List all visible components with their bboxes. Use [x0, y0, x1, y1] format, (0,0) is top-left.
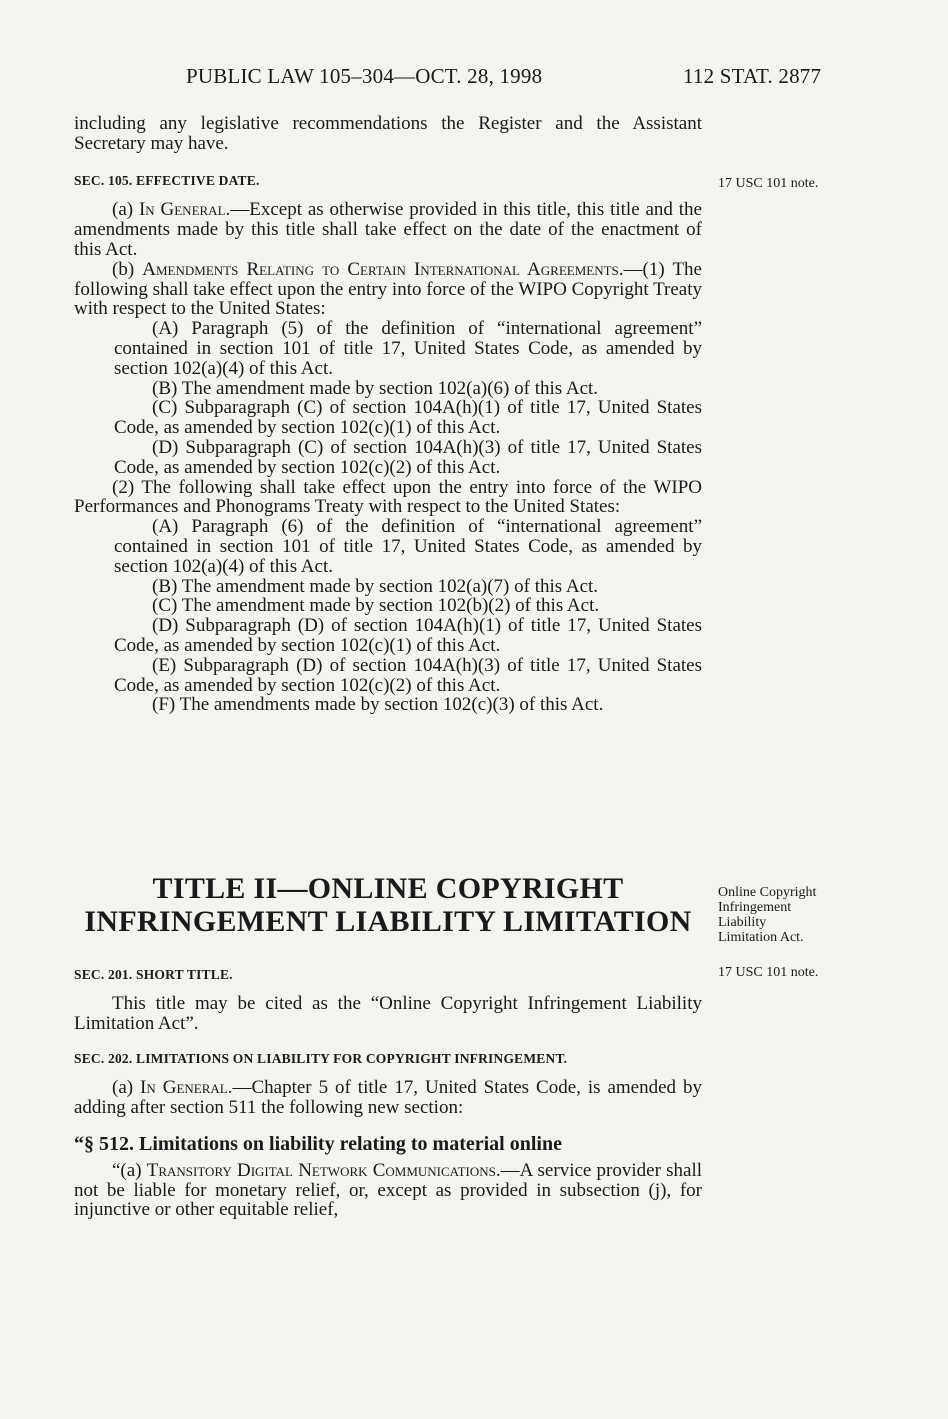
- list-item: (C) The amendment made by section 102(b)(2) of this Act.: [152, 595, 600, 617]
- margin-note-usc-2: 17 USC 101 note.: [718, 965, 819, 980]
- title-ii-line1: TITLE II—ONLINE COPYRIGHT: [152, 872, 624, 905]
- section-512-a-text: A service provider shall not be liable for monetary relief, or, except as provided in subsection (j), for injunctive or other equitable relief,: [74, 1159, 702, 1221]
- list-item: (B) The amendment made by section 102(a)(6) of this Act.: [152, 377, 599, 399]
- list-item: (D) Subparagraph (C) of section 104A(h)(3) of title 17, United States Code, as amended by section 102(c)(2) of this Act.: [114, 436, 702, 478]
- section-512-heading: “§ 512. Limitations on liability relating to material online: [74, 1132, 562, 1155]
- subsection-b-heading: Amendments Relating to Certain International Agreements: [142, 258, 619, 280]
- section-105-heading: SEC. 105. EFFECTIVE DATE.: [74, 172, 260, 188]
- subsection-a: (a) In General.—Except as otherwise provided in this title, this title and the amendments made by this title shall take effect on the date of the enactment of this Act.: [74, 199, 702, 260]
- paragraph-2: (2) The following shall take effect upon the entry into force of the WIPO Performances and Phonograms Treaty with respect to the United States:: [74, 476, 702, 518]
- subsection-b: (b) Amendments Relating to Certain International Agreements.—(1) The following shall take effect upon the entry into force of the WIPO Copyright Treaty with respect to the United States:: [74, 258, 702, 320]
- list-item: (E) Subparagraph (D) of section 104A(h)(3) of title 17, United States Code, as amended by section 102(c)(2) of this Act.: [114, 654, 702, 696]
- body-block-1: [74, 114, 702, 715]
- section-202-a-heading: In General: [140, 1077, 228, 1099]
- page-number-stat: 112 STAT. 2877: [683, 64, 822, 88]
- section-512-a-heading: Transitory Digital Network Communications: [146, 1159, 496, 1181]
- list-item: (B) The amendment made by section 102(a)(7) of this Act.: [152, 575, 599, 597]
- subsection-a-heading: In General: [138, 199, 226, 221]
- section-201-text: This title may be cited as the “Online Copyright Infringement Liability Limitation Act”.: [74, 992, 702, 1034]
- section-512-subsection-a: “(a) Transitory Digital Network Communications.—A service provider shall not be liable for monetary relief, or, except as provided in subsection (j), for injunctive or other equitable relief,: [74, 1159, 702, 1221]
- subsection-a-text: Except as otherwise provided in this title, this title and the amendments made by this title shall take effect on the date of the enactment of this Act.: [74, 199, 702, 260]
- body-block-2: [74, 965, 702, 1220]
- subsection-b-text: (1) The following shall take effect upon the entry into force of the WIPO Copyright Treaty with respect to the United States:: [74, 258, 702, 320]
- list-item: (C) Subparagraph (C) of section 104A(h)(1) of title 17, United States Code, as amended by section 102(c)(1) of this Act.: [114, 397, 702, 439]
- section-202-subsection-a: (a) In General.—Chapter 5 of title 17, United States Code, is amended by adding after section 511 the following new section:: [74, 1077, 702, 1119]
- title-ii-heading: [74, 872, 702, 938]
- list-item: (F) The amendments made by section 102(c)(3) of this Act.: [152, 694, 604, 716]
- list-item: (A) Paragraph (5) of the definition of “international agreement” contained in section 101 of title 17, United States Code, as amended by section 102(a)(4) of this Act.: [114, 318, 702, 379]
- list-item: (A) Paragraph (6) of the definition of “international agreement” contained in section 101 of title 17, United States Code, as amended by section 102(a)(4) of this Act.: [114, 516, 702, 577]
- section-201-heading: SEC. 201. SHORT TITLE.: [74, 967, 233, 982]
- running-header-left: PUBLIC LAW 105–304—OCT. 28, 1998: [186, 64, 543, 88]
- margin-note-line: Liability: [718, 915, 767, 930]
- title-ii-line2: INFRINGEMENT LIABILITY LIMITATION: [84, 905, 692, 938]
- section-202-heading: SEC. 202. LIMITATIONS ON LIABILITY FOR COPYRIGHT INFRINGEMENT.: [74, 1051, 568, 1067]
- section-202-a-text: Chapter 5 of title 17, United States Code, is amended by adding after section 511 the following new section:: [74, 1077, 702, 1119]
- list-item: (D) Subparagraph (D) of section 104A(h)(1) of title 17, United States Code, as amended by section 102(c)(1) of this Act.: [114, 615, 702, 656]
- margin-note-act-name: [718, 885, 816, 945]
- paragraph: including any legislative recommendations the Register and the Assistant Secretary may have.: [74, 113, 702, 154]
- margin-note-line: Infringement: [718, 900, 792, 915]
- margin-note-line: Limitation Act.: [718, 930, 804, 945]
- margin-note-usc: 17 USC 101 note.: [718, 176, 819, 191]
- margin-note-line: Online Copyright: [718, 885, 817, 900]
